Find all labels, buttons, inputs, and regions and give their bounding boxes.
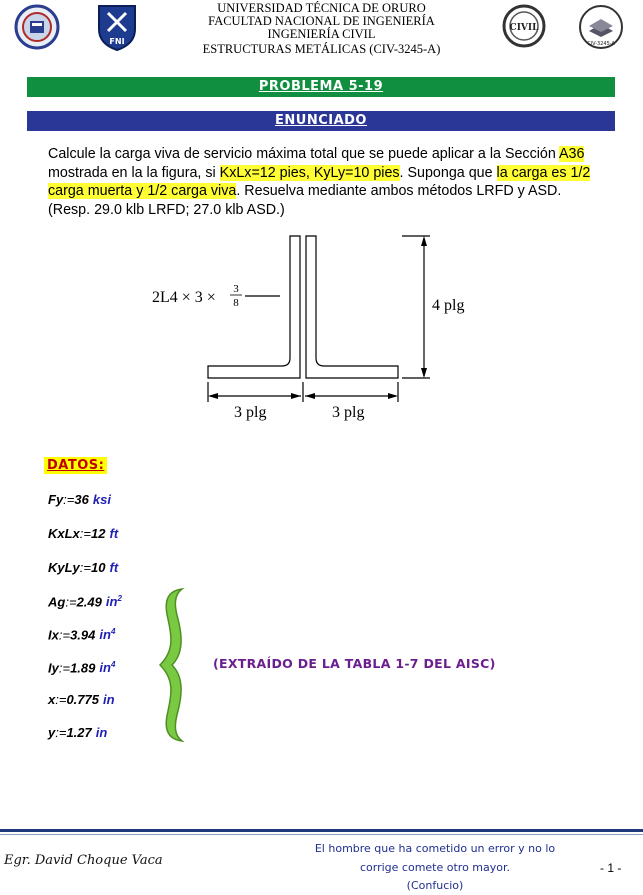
- datos-item-value: 2.49: [76, 594, 102, 610]
- datos-item-operator: :=: [79, 526, 92, 541]
- datos-item: [48, 492, 111, 507]
- datos-item-exponent: 4: [110, 627, 116, 636]
- datos-item-value: 1.89: [70, 660, 96, 676]
- datos-item-value: 1.27: [66, 725, 92, 740]
- height-label: 4 plg: [432, 297, 465, 314]
- datos-item-value: 36: [74, 492, 89, 507]
- statement-highlight-lengths: KxLx=12 pies, KyLy=10 pies: [219, 164, 400, 181]
- problem-statement: [48, 145, 593, 219]
- course-books-logo: [578, 4, 624, 50]
- author-signature: Egr. David Choque Vaca: [4, 853, 163, 868]
- problem-title: PROBLEMA 5-19: [258, 79, 384, 94]
- datos-item-value: 12: [91, 526, 106, 541]
- datos-item: [48, 594, 122, 609]
- section-designation: 2L4 × 3 ×: [152, 289, 216, 306]
- statement-highlight-load: la carga es 1/2 carga muerta y 1/2 carga viva: [48, 164, 591, 200]
- datos-item: [48, 692, 115, 707]
- datos-item: [48, 725, 107, 740]
- datos-item-unit: ft: [109, 560, 119, 575]
- datos-item-value: 0.775: [66, 692, 99, 707]
- header-course: ESTRUCTURAS METÁLICAS (CIV-3245-A): [202, 42, 441, 56]
- datos-item-unit: in: [99, 660, 111, 676]
- aisc-table-note: (EXTRAÍDO DE LA TABLA 1-7 DEL AISC): [213, 656, 496, 671]
- datos-item-operator: :=: [55, 692, 67, 707]
- left-width-label: 3 plg: [234, 404, 267, 421]
- datos-item-unit: ksi: [92, 492, 111, 507]
- footer-divider: [0, 829, 643, 832]
- datos-item: [48, 627, 115, 642]
- statement-part-1: Calcule la carga viva de servicio máxima total que se puede aplicar a la Sección: [48, 146, 559, 162]
- left-angle-outline: [208, 236, 300, 378]
- footer-quote-line-2: corrige comete otro mayor.: [359, 861, 511, 874]
- datos-item-exponent: 2: [117, 594, 122, 603]
- datos-item-name: Ag: [48, 594, 66, 610]
- fraction-numerator: 3: [233, 283, 239, 295]
- right-width-label: 3 plg: [332, 404, 365, 421]
- enunciado-title: ENUNCIADO: [275, 113, 367, 128]
- datos-item-operator: :=: [55, 725, 67, 740]
- datos-item-value: 10: [91, 560, 106, 575]
- datos-item: [48, 526, 118, 541]
- datos-item-operator: :=: [63, 492, 75, 507]
- datos-item-unit: in: [95, 725, 108, 740]
- course-logo-text: CIV-3245-A: [587, 41, 615, 47]
- statement-part-2: mostrada en la la figura, si: [48, 164, 220, 181]
- datos-item-operator: :=: [65, 594, 77, 610]
- statement-part-3: . Suponga que: [399, 164, 497, 181]
- civil-logo-text: CIVIL: [509, 23, 539, 33]
- datos-item-name: Fy: [48, 492, 64, 507]
- header-faculty: FACULTAD NACIONAL DE INGENIERÍA: [208, 14, 435, 28]
- datos-item-unit: in: [99, 627, 111, 643]
- header-department: INGENIERÍA CIVIL: [267, 27, 376, 41]
- datos-item-name: y: [48, 725, 56, 740]
- datos-item-name: KyLy: [48, 560, 80, 575]
- datos-item-value: 3.94: [70, 627, 96, 643]
- page-number: - 1 -: [600, 861, 622, 875]
- statement-highlight-material: A36: [559, 146, 585, 162]
- datos-item-unit: in: [103, 692, 115, 707]
- datos-item-operator: :=: [79, 560, 92, 575]
- problem-title-bar: [27, 77, 615, 97]
- fraction-denominator: 8: [233, 297, 239, 309]
- datos-item-name: Ix: [48, 627, 59, 643]
- datos-item-name: Iy: [48, 660, 59, 676]
- right-angle-outline: [306, 236, 398, 378]
- footer-quote-line-1: El hombre que ha cometido un error y no lo: [314, 842, 556, 855]
- datos-item-exponent: 4: [110, 660, 116, 669]
- datos-item-unit: in: [105, 594, 118, 610]
- curly-brace-icon: [152, 585, 196, 745]
- datos-item-operator: :=: [58, 660, 71, 676]
- datos-item-name: KxLx: [48, 526, 80, 541]
- statement-part-4: . Resuelva mediante ambos métodos LRFD y ASD. (Resp. 29.0 klb LRFD; 27.0 klb ASD.): [48, 183, 562, 218]
- datos-title: DATOS:: [44, 457, 107, 474]
- datos-item-operator: :=: [58, 627, 71, 643]
- enunciado-bar: [27, 111, 615, 131]
- header-university: UNIVERSIDAD TÉCNICA DE ORURO: [217, 1, 426, 15]
- double-angle-section-figure: [140, 226, 480, 426]
- datos-item: [48, 660, 115, 675]
- fni-logo-text: FNI: [109, 37, 125, 46]
- civil-logo: [502, 4, 546, 48]
- datos-item: [48, 560, 118, 575]
- datos-item-name: x: [48, 692, 56, 707]
- footer-divider-thin: [0, 834, 643, 835]
- datos-item-unit: ft: [109, 526, 119, 541]
- footer-quote-author: (Confucio): [406, 879, 464, 892]
